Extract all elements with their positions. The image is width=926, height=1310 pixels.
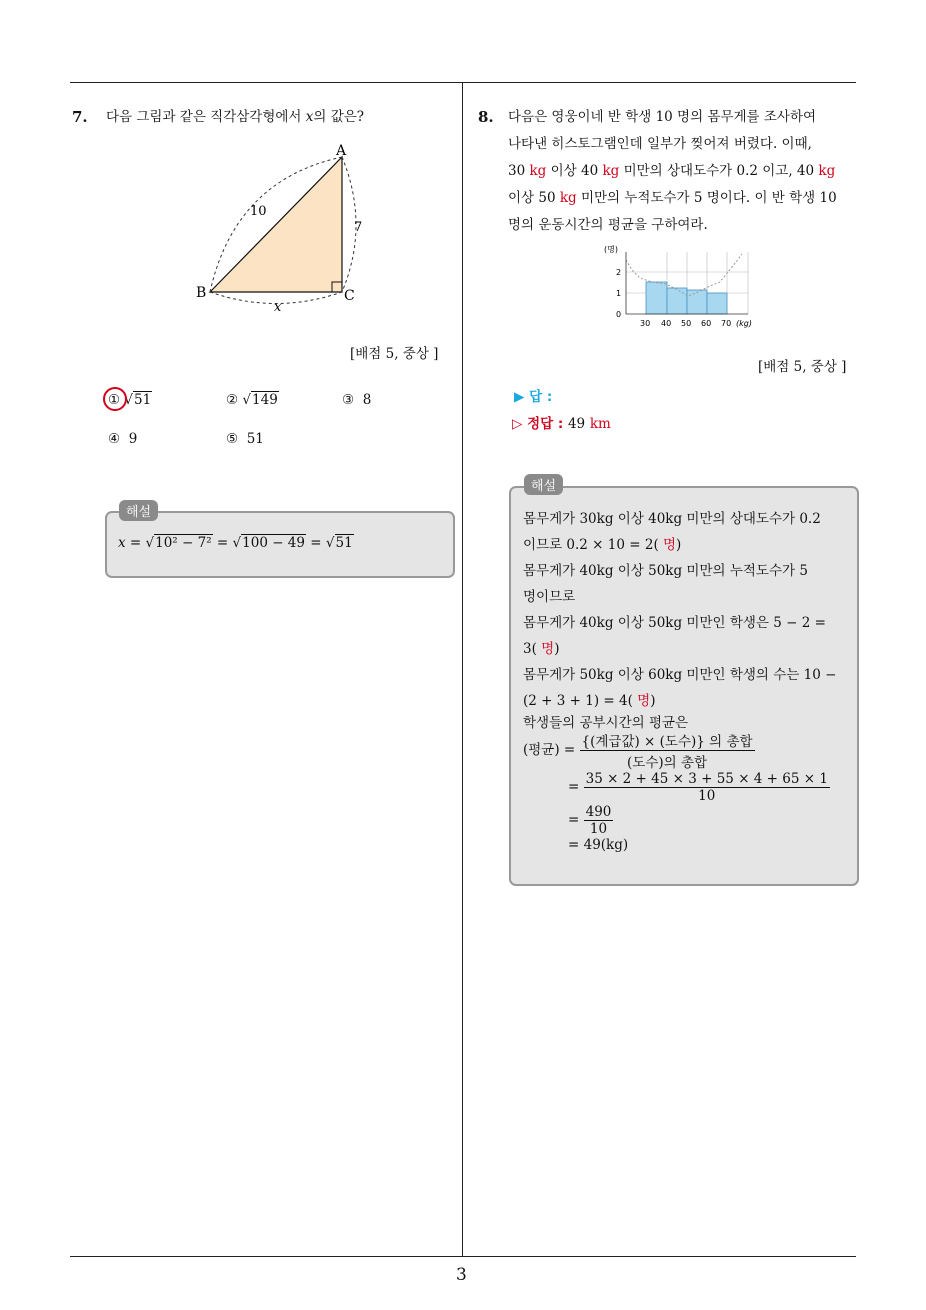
formula-eq-2: = <box>310 535 322 551</box>
formula-eq-1: = <box>216 535 229 551</box>
y-tick-1: 1 <box>616 289 622 298</box>
x-tick-60: 60 <box>701 319 712 328</box>
q8-line-4: 이상 50 kg 미만의 누적도수가 5 명이다. 이 반 학생 10 <box>508 190 837 206</box>
formula-row-3: = $\frac{490}{10}$ <box>568 804 612 837</box>
q7-choice-2[interactable]: ② √149 <box>226 392 278 408</box>
side-label: 7 <box>354 220 363 235</box>
y-axis-unit: (명) <box>604 245 618 254</box>
x-tick-40: 40 <box>661 319 672 328</box>
q7-explanation-tag: 해설 <box>119 500 158 521</box>
q8-line-5: 명의 운동시간의 평균을 구하여라. <box>508 217 708 233</box>
triangle-fill <box>210 157 342 292</box>
ex-line-6: 3( 명) <box>523 641 560 657</box>
q8-meta: [배점 5, 중상 ] <box>758 359 847 375</box>
mean-formula <box>523 730 830 853</box>
formula-root-3: 51 <box>335 535 353 551</box>
choice-5-val: 51 <box>246 431 264 447</box>
bar-60-70 <box>707 293 727 314</box>
q8-number: 8. <box>478 108 494 126</box>
q8-line-2: 나타낸 히스토그램인데 일부가 찢어져 버렸다. 이때, <box>508 136 812 152</box>
formula-row-1 <box>523 730 830 771</box>
hyp-label: 10 <box>250 204 267 219</box>
bar-50-60 <box>687 290 707 314</box>
ex-line-7: 몸무게가 50kg 이상 60kg 미만인 학생의 수는 10 − <box>523 667 837 683</box>
base-label: x <box>274 300 282 315</box>
q8-question <box>508 104 860 239</box>
q8-explanation-tag: 해설 <box>524 474 563 495</box>
q7-question <box>106 104 364 131</box>
formula-root-1: 10² − 7² <box>155 535 212 551</box>
bar-30-40 <box>646 282 667 314</box>
q8-line-1: 다음은 영웅이네 반 학생 10 명의 몸무게를 조사하여 <box>508 109 817 125</box>
x-axis-unit: (kg) <box>736 319 752 328</box>
formula-lhs: x = <box>118 535 142 551</box>
q7-text-after: 의 값은? <box>313 109 365 125</box>
ex-line-4: 명이므로 <box>523 589 576 605</box>
ex-line-3: 몸무게가 40kg 이상 50kg 미만의 누적도수가 5 <box>523 563 808 579</box>
choice-3-val: 8 <box>362 392 372 408</box>
formula-final: = 49(kg) <box>568 837 629 853</box>
q7-meta: [배점 5, 중상 ] <box>350 346 439 362</box>
ex-line-1: 몸무게가 30kg 이상 40kg 미만의 상대도수가 0.2 <box>523 511 821 527</box>
page-number: 3 <box>456 1265 467 1285</box>
formula-frac-1: $\frac{\text{\{(계급값) × (도수)\} 의 총합}}{\text{(도수)의 총합}}$ <box>580 730 755 771</box>
formula-root-2: 100 − 49 <box>242 535 305 551</box>
bottom-rule <box>70 1256 856 1257</box>
vertex-c-label: C <box>344 288 355 304</box>
choice-1-num: ① <box>108 392 121 408</box>
choice-4-val: 9 <box>128 431 138 447</box>
q7-choice-5[interactable] <box>226 431 264 447</box>
q7-number: 7. <box>72 108 88 126</box>
ex-line-2: 이므로 0.2 × 10 = 2( 명) <box>523 537 682 553</box>
q7-choice-1[interactable]: ① √51 <box>108 392 152 408</box>
formula-lhs: (평균) = <box>523 742 576 758</box>
correct-label: ▷ 정답 : <box>512 416 564 432</box>
answer-label: ▶ 답 : <box>514 389 553 405</box>
q7-text-before: 다음 그림과 같은 직각삼각형에서 <box>106 109 306 125</box>
vertex-a-label: A <box>336 143 347 159</box>
choice-2-num: ② <box>226 392 239 408</box>
q8-explanation-text <box>523 506 849 732</box>
vertex-b-label: B <box>196 285 207 301</box>
correct-value: 49 <box>567 416 586 432</box>
formula-frac-3: $\frac{490}{10}$ <box>585 804 612 837</box>
y-tick-0: 0 <box>616 310 622 319</box>
choice-2-val: 149 <box>252 392 278 408</box>
q7-choice-3[interactable] <box>342 392 371 408</box>
selected-choice-marker <box>103 387 127 411</box>
correct-unit: km <box>589 416 611 432</box>
bar-40-50 <box>667 288 687 314</box>
correct-answer <box>512 412 611 432</box>
y-tick-2: 2 <box>616 268 622 277</box>
ex-line-9: 학생들의 공부시간의 평균은 <box>523 715 689 731</box>
q7-choice-4[interactable] <box>108 431 137 447</box>
top-rule <box>70 82 856 83</box>
ex-line-8: (2 + 3 + 1) = 4( 명) <box>523 693 656 709</box>
x-tick-70: 70 <box>721 319 732 328</box>
q7-var: x <box>305 109 314 125</box>
choice-3-num: ③ <box>342 392 355 408</box>
q8-histogram <box>596 240 766 332</box>
column-divider <box>462 82 463 1257</box>
formula-frac-2: $\frac{35 \times 2 + 45 \times 3 + 55 \times 4 + 65 \times 1}{10}$ <box>585 771 828 804</box>
choice-1-val: 51 <box>134 392 152 408</box>
choice-5-num: ⑤ <box>226 431 239 447</box>
choice-4-num: ④ <box>108 431 121 447</box>
q7-explanation-formula: x = √10² − 7² = √100 − 49 = √51 <box>118 535 353 551</box>
q8-line-3: 30 kg 이상 40 kg 미만의 상대도수가 0.2 이고, 40 kg <box>508 163 836 179</box>
q7-triangle-figure <box>180 135 380 315</box>
x-tick-50: 50 <box>681 319 692 328</box>
x-tick-30: 30 <box>640 319 651 328</box>
ex-line-5: 몸무게가 40kg 이상 50kg 미만인 학생은 5 − 2 = <box>523 615 826 631</box>
formula-row-2: = $\frac{35 \times 2 + 45 \times 3 + 55 \times 4 + 65 \times 1}{10}$ <box>568 771 828 804</box>
